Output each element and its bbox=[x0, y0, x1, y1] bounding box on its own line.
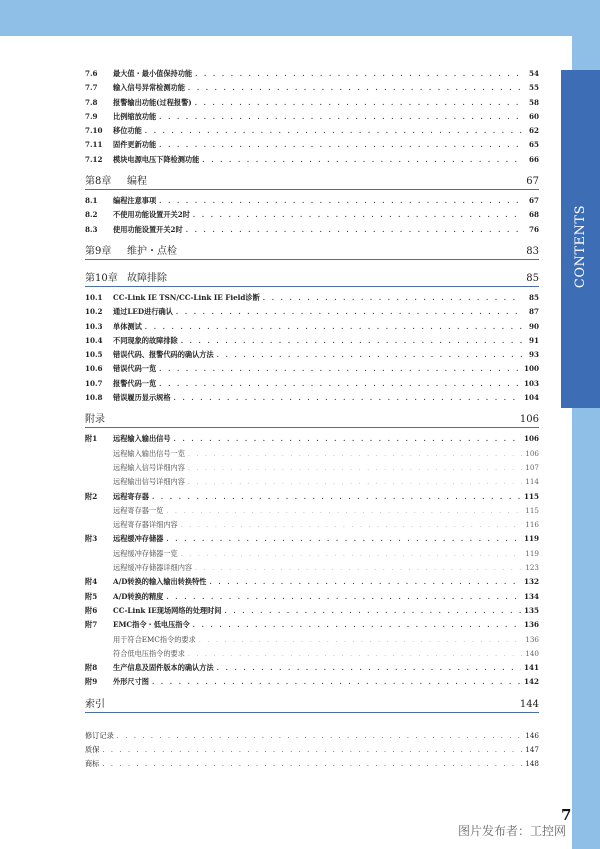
toc-entry[interactable] bbox=[85, 362, 539, 376]
toc-entry[interactable] bbox=[85, 432, 539, 446]
toc-entry[interactable] bbox=[85, 604, 539, 618]
toc-entry[interactable] bbox=[85, 518, 539, 532]
toc-entry-number: 10.8 bbox=[85, 393, 103, 403]
toc-entry-title: 固件更新功能 bbox=[113, 140, 157, 150]
toc-entry-number: 7.6 bbox=[85, 69, 98, 78]
dot-leader bbox=[152, 490, 521, 504]
dot-leader bbox=[193, 618, 521, 632]
toc-entry-title: 质保 bbox=[85, 744, 100, 754]
toc-entry[interactable] bbox=[85, 377, 539, 391]
dot-leader bbox=[217, 661, 521, 675]
toc-entry-number: 附4 bbox=[85, 577, 98, 587]
chapter-page: 83 bbox=[526, 245, 539, 257]
toc-entry-page: 115 bbox=[523, 491, 539, 501]
toc-entry[interactable] bbox=[85, 729, 539, 743]
toc-entry-page: 85 bbox=[528, 292, 539, 302]
toc-entry-page: 119 bbox=[525, 548, 539, 558]
toc-entry-title: 模块电源电压下降检测功能 bbox=[113, 154, 200, 164]
chapter-page: 85 bbox=[526, 272, 539, 284]
toc-entry-page: 140 bbox=[525, 648, 539, 658]
toc-entry[interactable] bbox=[85, 320, 539, 334]
toc-entry-number: 附3 bbox=[85, 534, 98, 544]
chapter-number: 索引 bbox=[85, 698, 105, 710]
toc-entry-page: 134 bbox=[523, 591, 539, 601]
toc-entry-page: 104 bbox=[523, 393, 539, 403]
toc-entry[interactable] bbox=[85, 661, 539, 675]
toc-entry[interactable] bbox=[85, 633, 539, 647]
toc-entry-title: A/D转换的输入输出转换特性 bbox=[113, 577, 207, 587]
toc-entry-number: 8.1 bbox=[85, 196, 98, 206]
toc-entry-title: 商标 bbox=[85, 759, 100, 769]
dot-leader bbox=[181, 547, 522, 561]
toc-entry[interactable] bbox=[85, 532, 539, 546]
chapter-page: 106 bbox=[519, 414, 539, 426]
toc-entry-page: 135 bbox=[523, 605, 539, 615]
dot-leader bbox=[159, 194, 522, 208]
toc-entry-page: 141 bbox=[523, 663, 539, 673]
toc-entry[interactable] bbox=[85, 138, 539, 152]
toc-entry-number: 10.5 bbox=[85, 350, 103, 360]
toc-entry-title: 远程缓冲存储器一览 bbox=[113, 548, 178, 558]
toc-entry-number: 8.2 bbox=[85, 210, 98, 220]
toc-entry-title: 远程输入输出信号一览 bbox=[113, 448, 185, 458]
toc-entry-number: 10.3 bbox=[85, 321, 103, 331]
toc-entry-number: 10.7 bbox=[85, 378, 103, 388]
chapter-heading[interactable] bbox=[85, 244, 539, 260]
toc-entry-page: 100 bbox=[523, 364, 539, 374]
toc-entry[interactable] bbox=[85, 67, 539, 81]
toc-entry-number: 7.9 bbox=[85, 111, 98, 121]
dot-leader bbox=[159, 110, 522, 124]
toc-entry-title: 报警代码一览 bbox=[113, 378, 157, 388]
dot-leader bbox=[159, 362, 521, 376]
toc-entry-page: 60 bbox=[528, 111, 539, 121]
toc-entry-title: 错误履历显示规格 bbox=[113, 393, 171, 403]
toc-entry-page: 114 bbox=[525, 477, 539, 487]
chapter-page: 144 bbox=[519, 698, 539, 710]
toc-entry-title: CC-Link IE TSN/CC-Link IE Field诊断 bbox=[113, 292, 260, 302]
dot-leader bbox=[117, 729, 522, 743]
toc-entry-title: 生产信息及固件版本的确认方法 bbox=[113, 663, 214, 673]
dot-leader bbox=[166, 590, 521, 604]
chapter-title: 编程 bbox=[127, 176, 147, 188]
toc-entry-page: 142 bbox=[523, 677, 539, 687]
chapter-heading[interactable] bbox=[85, 271, 539, 287]
toc-entry-title: 远程寄存器 bbox=[113, 491, 149, 501]
dot-leader bbox=[181, 518, 522, 532]
toc-entry-page: 106 bbox=[523, 434, 539, 444]
dot-leader bbox=[166, 532, 521, 546]
toc-entry-page: 91 bbox=[528, 335, 539, 345]
chapter-spacer bbox=[85, 260, 539, 264]
toc-entry[interactable] bbox=[85, 504, 539, 518]
dot-leader bbox=[102, 757, 522, 771]
toc-entry-page: 107 bbox=[525, 462, 539, 472]
toc-entry-number: 附6 bbox=[85, 605, 98, 615]
toc-entry-title: 通过LED进行确认 bbox=[113, 307, 173, 317]
chapter-heading[interactable] bbox=[85, 697, 539, 713]
toc-entry-page: 148 bbox=[525, 759, 539, 769]
chapter-number: 第8章 bbox=[85, 176, 112, 188]
dot-leader bbox=[145, 124, 522, 138]
toc-entry-number: 10.2 bbox=[85, 307, 103, 317]
toc-entry[interactable] bbox=[85, 81, 539, 95]
toc-entry-page: 115 bbox=[525, 505, 539, 515]
dot-leader bbox=[166, 504, 522, 518]
toc-entry[interactable] bbox=[85, 475, 539, 489]
toc-entry-page: 116 bbox=[525, 520, 539, 530]
toc-entry-page: 123 bbox=[525, 563, 539, 573]
toc-entry-page: 76 bbox=[528, 224, 539, 234]
dot-leader bbox=[193, 208, 522, 222]
dot-leader bbox=[152, 675, 521, 689]
toc-entry[interactable] bbox=[85, 757, 539, 771]
toc-entry[interactable] bbox=[85, 561, 539, 575]
dot-leader bbox=[263, 291, 522, 305]
toc-entry-page: 103 bbox=[523, 378, 539, 388]
toc-entry[interactable] bbox=[85, 124, 539, 138]
toc-entry-title: 错误代码、报警代码的确认方法 bbox=[113, 350, 214, 360]
toc-entry-number: 附2 bbox=[85, 491, 98, 501]
toc-entry-page: 54 bbox=[528, 69, 539, 78]
toc-entry-page: 106 bbox=[525, 448, 539, 458]
toc-entry[interactable] bbox=[85, 575, 539, 589]
dot-leader bbox=[217, 348, 522, 362]
toc-entry-page: 67 bbox=[528, 196, 539, 206]
toc-entry-title: 报警输出功能(过程报警) bbox=[113, 97, 192, 107]
publisher-watermark: 图片发布者：工控网 bbox=[458, 824, 567, 838]
dot-leader bbox=[174, 391, 521, 405]
toc-entry[interactable] bbox=[85, 153, 539, 167]
toc-entry[interactable] bbox=[85, 618, 539, 632]
toc-entry-page: 87 bbox=[528, 307, 539, 317]
dot-leader bbox=[181, 334, 522, 348]
toc-entry-title: 修订记录 bbox=[85, 730, 114, 740]
toc-entry-number: 附7 bbox=[85, 620, 98, 630]
toc-entry-title: A/D转换的精度 bbox=[113, 591, 164, 601]
toc-entry-title: 远程缓冲存储器 bbox=[113, 534, 164, 544]
toc-entry-page: 136 bbox=[523, 620, 539, 630]
toc-entry-page: 90 bbox=[528, 321, 539, 331]
chapter-number: 第10章 bbox=[85, 272, 118, 284]
toc-entry-title: 外形尺寸图 bbox=[113, 677, 149, 687]
toc-entry-page: 62 bbox=[528, 126, 539, 136]
toc-entry[interactable] bbox=[85, 96, 539, 110]
dot-leader bbox=[199, 633, 522, 647]
dot-leader bbox=[159, 138, 522, 152]
toc-entry-number: 7.11 bbox=[85, 140, 103, 150]
toc-entry[interactable] bbox=[85, 461, 539, 475]
chapter-number: 附录 bbox=[85, 414, 105, 426]
dot-leader bbox=[195, 67, 522, 81]
dot-leader bbox=[188, 475, 522, 489]
toc-entry-title: 远程寄存器详细内容 bbox=[113, 520, 178, 530]
toc-entry-title: 使用功能设置开关2时 bbox=[113, 224, 183, 234]
toc-entry-number: 附9 bbox=[85, 677, 98, 687]
dot-leader bbox=[188, 447, 522, 461]
toc-entry[interactable] bbox=[85, 291, 539, 305]
page-number: 7 bbox=[561, 806, 572, 824]
toc-entry-title: 用于符合EMC指令的要求 bbox=[113, 634, 196, 644]
dot-leader bbox=[188, 81, 522, 95]
toc-entry-title: 远程输入信号详细内容 bbox=[113, 462, 185, 472]
toc-entry-title: 远程输出信号详细内容 bbox=[113, 477, 185, 487]
toc-entry[interactable] bbox=[85, 208, 539, 222]
dot-leader bbox=[224, 604, 521, 618]
toc-entry[interactable] bbox=[85, 547, 539, 561]
toc-entry[interactable] bbox=[85, 647, 539, 661]
dot-leader bbox=[176, 305, 522, 319]
toc-entry-page: 58 bbox=[528, 97, 539, 107]
chapter-page: 67 bbox=[526, 176, 539, 188]
toc-entry[interactable] bbox=[85, 223, 539, 237]
toc-entry-page: 68 bbox=[528, 210, 539, 220]
table-of-contents bbox=[85, 67, 539, 772]
chapter-heading[interactable] bbox=[85, 174, 539, 190]
toc-entry-title: CC-Link IE现场网络的处理时间 bbox=[113, 605, 222, 615]
dot-leader bbox=[195, 96, 522, 110]
toc-entry-page: 66 bbox=[528, 154, 539, 164]
dot-leader bbox=[202, 153, 522, 167]
dot-leader bbox=[186, 223, 522, 237]
toc-entry-number: 10.4 bbox=[85, 335, 103, 345]
chapter-heading[interactable] bbox=[85, 412, 539, 428]
toc-entry-title: 远程缓冲存储器详细内容 bbox=[113, 563, 193, 573]
toc-entry-page: 136 bbox=[525, 634, 539, 644]
toc-entry[interactable] bbox=[85, 447, 539, 461]
toc-entry-number: 7.7 bbox=[85, 83, 98, 93]
toc-entry[interactable] bbox=[85, 348, 539, 362]
dot-leader bbox=[174, 432, 521, 446]
top-decorative-band bbox=[0, 0, 600, 36]
toc-entry-title: 错误代码一览 bbox=[113, 364, 157, 374]
dot-leader bbox=[210, 575, 521, 589]
toc-entry-number: 8.3 bbox=[85, 224, 98, 234]
chapter-title: 故障排除 bbox=[127, 272, 167, 284]
toc-entry[interactable] bbox=[85, 305, 539, 319]
chapter-title: 维护・点检 bbox=[127, 245, 177, 257]
toc-entry-title: 最大值・最小值保持功能 bbox=[113, 69, 193, 78]
toc-entry-title: 符合低电压指令的要求 bbox=[113, 648, 185, 658]
dot-leader bbox=[145, 320, 522, 334]
toc-entry-page: 65 bbox=[528, 140, 539, 150]
dot-leader bbox=[188, 647, 522, 661]
dot-leader bbox=[195, 561, 522, 575]
toc-entry-page: 132 bbox=[523, 577, 539, 587]
dot-leader bbox=[159, 377, 521, 391]
toc-entry[interactable] bbox=[85, 391, 539, 405]
toc-entry-number: 附1 bbox=[85, 434, 98, 444]
toc-entry-title: 输入信号异常检测功能 bbox=[113, 83, 185, 93]
toc-entry-page: 119 bbox=[523, 534, 539, 544]
toc-entry-title: 移位功能 bbox=[113, 126, 142, 136]
toc-entry-number: 7.12 bbox=[85, 154, 103, 164]
toc-entry-number: 10.6 bbox=[85, 364, 103, 374]
toc-entry-page: 93 bbox=[528, 350, 539, 360]
toc-entry[interactable] bbox=[85, 743, 539, 757]
toc-entry-title: 单体测试 bbox=[113, 321, 142, 331]
toc-entry-title: EMC指令・低电压指令 bbox=[113, 620, 190, 630]
chapter-number: 第9章 bbox=[85, 245, 112, 257]
toc-entry-page: 146 bbox=[525, 730, 539, 740]
toc-entry[interactable] bbox=[85, 590, 539, 604]
toc-entry-title: 不使用功能设置开关2时 bbox=[113, 210, 190, 220]
toc-entry-title: 远程寄存器一览 bbox=[113, 505, 164, 515]
toc-entry-number: 附5 bbox=[85, 591, 98, 601]
toc-entry[interactable] bbox=[85, 675, 539, 689]
toc-entry-number: 10.1 bbox=[85, 292, 103, 302]
toc-entry-number: 附8 bbox=[85, 663, 98, 673]
toc-entry-title: 不同现象的故障排除 bbox=[113, 335, 178, 345]
toc-entry[interactable] bbox=[85, 194, 539, 208]
toc-entry[interactable] bbox=[85, 490, 539, 504]
section-spacer bbox=[85, 717, 539, 729]
toc-entry-page: 147 bbox=[525, 744, 539, 754]
dot-leader bbox=[188, 461, 522, 475]
toc-entry[interactable] bbox=[85, 110, 539, 124]
dot-leader bbox=[102, 743, 522, 757]
toc-entry-title: 编程注意事项 bbox=[113, 196, 157, 206]
toc-entry-page: 55 bbox=[528, 83, 539, 93]
toc-entry-number: 7.10 bbox=[85, 126, 103, 136]
toc-entry-title: 比例缩放功能 bbox=[113, 111, 157, 121]
toc-entry-title: 远程输入输出信号 bbox=[113, 434, 171, 444]
toc-entry[interactable] bbox=[85, 334, 539, 348]
toc-entry-number: 7.8 bbox=[85, 97, 98, 107]
contents-side-tab-label: CONTENTS bbox=[573, 205, 588, 289]
